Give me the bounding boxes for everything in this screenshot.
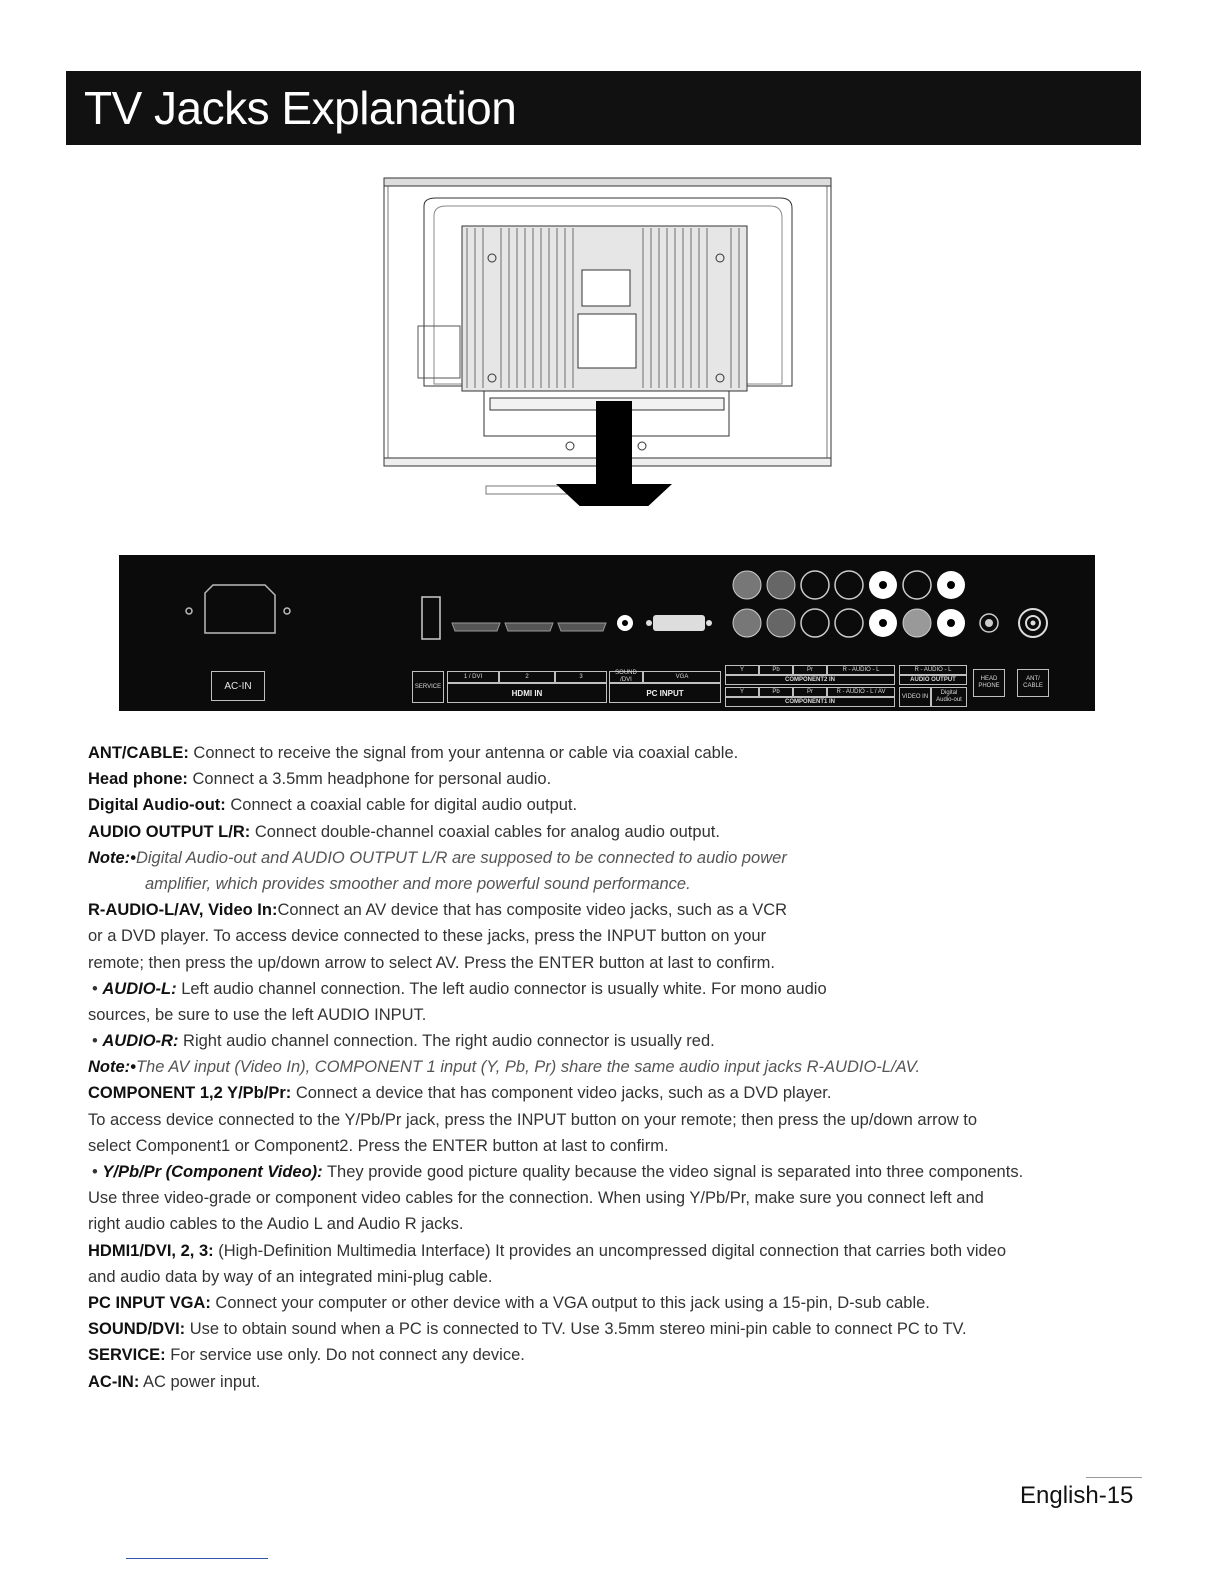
comp2-pb-label: Pb: [759, 665, 793, 675]
desc-hdmi: HDMI1/DVI, 2, 3: (High-Definition Multimedia Interface) It provides an uncompressed digital connection that carries both video: [88, 1241, 1007, 1260]
jack-label-strip: [119, 659, 1095, 711]
jack-panel-graphic: [119, 555, 1095, 659]
desc-ac-in: AC-IN: AC power input.: [88, 1372, 261, 1391]
desc-audio-r: • AUDIO-R: Right audio channel connection. The right audio connector is usually red.: [92, 1032, 715, 1051]
ant-cable-jack: [1019, 609, 1047, 637]
comp1-pb-label: Pb: [759, 687, 793, 697]
desc-service: SERVICE: For service use only. Do not connect any device.: [88, 1346, 525, 1365]
ac-in-label: AC-IN: [211, 671, 265, 701]
desc-ypbpr: • Y/Pb/Pr (Component Video): They provide good picture quality because the video signal is separated into three components.: [92, 1163, 1024, 1181]
desc-component-cont-2: select Component1 or Component2. Press the ENTER button at last to confirm.: [88, 1136, 669, 1155]
comp1-pr-label: Pr: [793, 687, 827, 697]
desc-hdmi-cont: and audio data by way of an integrated mini-plug cable.: [88, 1267, 493, 1286]
head-phone-label: HEAD PHONE: [973, 669, 1005, 697]
desc-ant-cable: ANT/CABLE: Connect to receive the signal from your antenna or cable via coaxial cable.: [88, 744, 739, 762]
page-title: TV Jacks Explanation: [84, 82, 517, 134]
desc-digital-audio-out: Digital Audio-out: Connect a coaxial cable for digital audio output.: [88, 796, 578, 815]
comp2-pr-label: Pr: [793, 665, 827, 675]
comp1-audio-label: R - AUDIO - L / AV: [827, 687, 895, 697]
desc-av-video-in: R-AUDIO-L/AV, Video In:Connect an AV device that has composite video jacks, such as a VCR: [88, 901, 788, 920]
ac-in-socket: [186, 585, 290, 633]
service-label: SERVICE: [412, 671, 444, 703]
bottom-rule: [126, 1558, 268, 1559]
jack-descriptions: [88, 740, 1168, 1395]
component2-in-label: COMPONENT2 IN: [725, 675, 895, 685]
desc-audio-l: • AUDIO-L: Left audio channel connection. The left audio connector is usually white. For mono audio: [92, 979, 827, 998]
hdmi-in-label: HDMI IN: [447, 683, 607, 703]
title-bar: [66, 71, 1141, 145]
jack-panel: [119, 555, 1095, 711]
vga-label: VGA: [643, 671, 721, 683]
note-audio: Note:•Digital Audio-out and AUDIO OUTPUT L/R are supposed to be connected to audio power: [88, 848, 787, 867]
desc-audio-output: AUDIO OUTPUT L/R: Connect double-channel coaxial cables for analog audio output.: [88, 822, 720, 841]
vga-port: [646, 615, 712, 631]
desc-component: COMPONENT 1,2 Y/Pb/Pr: Connect a device that has component video jacks, such as a DVD player.: [88, 1084, 832, 1103]
note-av-input: Note:•The AV input (Video In), COMPONENT 1 input (Y, Pb, Pr) share the same audio input jacks R-AUDIO-L/AV.: [88, 1058, 921, 1077]
pc-input-label: PC INPUT: [609, 683, 721, 703]
rca-jacks-bottom: [733, 609, 965, 637]
comp1-y-label: Y: [725, 687, 759, 697]
hdmi-3-label: 3: [555, 671, 607, 683]
note-audio-cont: amplifier, which provides smoother and more powerful sound performance.: [145, 874, 691, 893]
headphone-jack: [980, 614, 998, 632]
video-in-label: VIDEO IN: [899, 687, 931, 707]
comp2-audio-label: R - AUDIO - L: [827, 665, 895, 675]
hdmi-1-label: 1 / DVI: [447, 671, 499, 683]
comp2-y-label: Y: [725, 665, 759, 675]
desc-ypbpr-cont-1: Use three video-grade or component video cables for the connection. When using Y/Pb/Pr, make sure you connect left and: [88, 1189, 984, 1208]
desc-ypbpr-cont-2: right audio cables to the Audio L and Audio R jacks.: [88, 1215, 464, 1234]
footer-rule: [1086, 1477, 1142, 1478]
rca-jacks-top: [733, 571, 965, 599]
ant-cable-label: ANT/ CABLE: [1017, 669, 1049, 697]
tv-rear-illustration: [380, 176, 835, 506]
hdmi-ports: [452, 623, 606, 631]
audio-out-rl-label: R - AUDIO - L: [899, 665, 967, 675]
service-port: [422, 597, 440, 639]
desc-component-cont-1: To access device connected to the Y/Pb/Pr jack, press the INPUT button on your remote; then press the up/down arrow to: [88, 1110, 978, 1129]
sound-dvi-label: SOUND /DVI: [609, 671, 643, 683]
hdmi-2-label: 2: [499, 671, 555, 683]
audio-output-label: AUDIO OUTPUT: [899, 675, 967, 685]
page-number: English-15: [1020, 1482, 1134, 1509]
desc-av-cont-1: or a DVD player. To access device connected to these jacks, press the INPUT button on your: [88, 927, 767, 946]
desc-audio-l-cont: sources, be sure to use the left AUDIO INPUT.: [88, 1005, 427, 1024]
digital-audio-out-label: Digital Audio-out: [931, 687, 967, 707]
component1-in-label: COMPONENT1 IN: [725, 697, 895, 707]
desc-sound-dvi: SOUND/DVI: Use to obtain sound when a PC is connected to TV. Use 3.5mm stereo mini-pin cable to connect PC to TV.: [88, 1320, 967, 1339]
desc-head-phone: Head phone: Connect a 3.5mm headphone for personal audio.: [88, 770, 552, 789]
desc-pc-input: PC INPUT VGA: Connect your computer or other device with a VGA output to this jack using a 15-pin, D-sub cable.: [88, 1293, 930, 1312]
desc-av-cont-2: remote; then press the up/down arrow to select AV. Press the ENTER button at last to confirm.: [88, 953, 775, 972]
